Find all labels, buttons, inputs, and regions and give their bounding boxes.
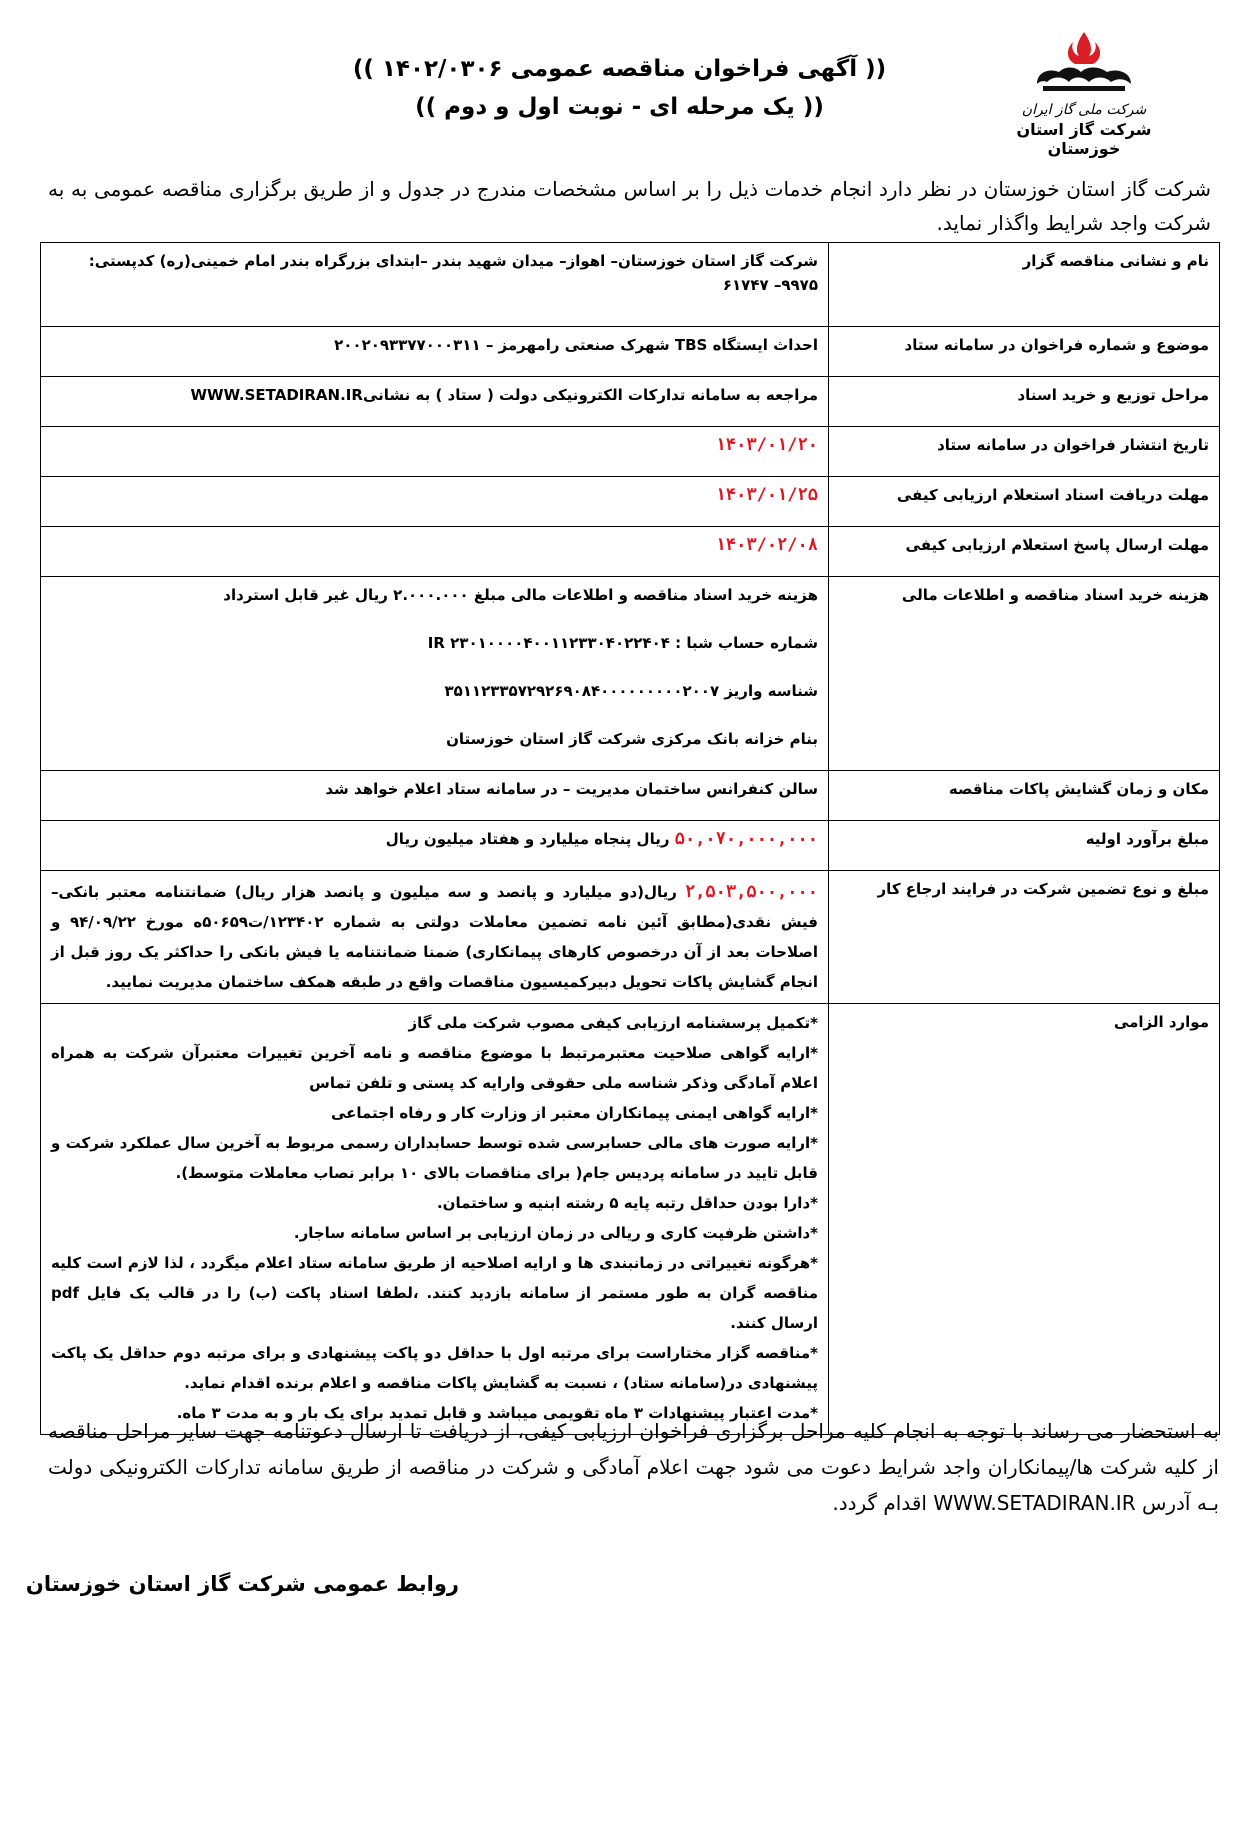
gas-flame-logo-icon [1029,28,1139,100]
requirement-item: *ارایه گواهی صلاحیت معتبرمرتبط با موضوع مناقصه و نامه آخرین تغییرات معتبرآن شرکت به همراه اعلام آمادگی وذکر شناسه ملی حقوقی وارایه کد پستی و تلفن تماس [51,1044,818,1092]
signature: روابط عمومی شرکت گاز استان خوزستان [25,1572,459,1596]
row-value-organizer: شرکت گاز استان خوزستان– اهواز– میدان شهید بندر –ابتدای بزرگراه بندر امام خمینی(ره) کدپستی: ۹۹۷۵– ۶۱۷۴۷ [41,243,829,327]
requirement-item: *مناقصه گزار مختاراست برای مرتبه اول با حداقل دو پاکت پیشنهادی و برای مرتبه دوم حداقل یک پاکت پیشنهادی در(سامانه ستاد) ، نسبت به گشایش پاکات مناقصه و اعلام برنده اقدام نماید. [51,1344,818,1392]
table-row [41,821,1220,871]
row-value-requirements [41,1004,829,1435]
requirement-item: *هرگونه تغییراتی در زمانبندی ها و ارایه اصلاحیه از طریق سامانه ستاد اعلام میگردد ، لذا لازم است کلیه مناقصه گران به طور مستمر از سامانه بازدید کنند. ،لطفا اسناد پاکت (ب) را در قالب یک فایل pdf ارسال کنند. [51,1254,818,1332]
row-label-publish-date: تاریخ انتشار فراخوان در سامانه ستاد [829,427,1220,477]
row-label-subject: موضوع و شماره فراخوان در سامانه ستاد [829,327,1220,377]
deposit-id: شناسه واریز ۳۵۱۱۲۳۳۵۷۲۹۲۶۹۰۸۴۰۰۰۰۰۰۰۰۰۲۰۰۷ [444,682,818,700]
estimate-amount: ۵۰,۰۷۰,۰۰۰,۰۰۰ [674,829,818,849]
table-row [41,771,1220,821]
row-label-organizer: نام و نشانی مناقصه گزار [829,243,1220,327]
requirement-item: *مدت اعتبار پیشنهادات ۳ ماه تقویمی میباشد و قابل تمدید برای یک بار و به مدت ۳ ماه. [176,1404,818,1422]
send-deadline-value: ۱۴۰۳/۰۲/۰۸ [715,535,818,555]
tender-details-table [40,242,1220,1435]
row-label-cost: هزینه خرید اسناد مناقصه و اطلاعات مالی [829,577,1220,771]
row-value-subject: احداث ایستگاه TBS شهرک صنعتی رامهرمز – ۲۰۰۲۰۹۳۳۷۷۰۰۰۳۱۱ [41,327,829,377]
requirement-item: *ارایه گواهی ایمنی پیمانکاران معتبر از وزارت کار و رفاه اجتماعی [330,1104,818,1122]
table-row [41,577,1220,771]
account-holder: بنام خزانه بانک مرکزی شرکت گاز استان خوزستان [446,730,818,748]
requirement-item: *دارا بودن حداقل رتبه پایه ۵ رشته ابنیه و ساختمان. [436,1194,818,1212]
receive-deadline-value: ۱۴۰۳/۰۱/۲۵ [715,485,818,505]
intro-paragraph: شرکت گاز استان خوزستان در نظر دارد انجام خدمات ذیل را بر اساس مشخصات مندرج در جدول و از طریق برگزاری مناقصه عمومی به به شرکت واجد شرایط واگذار نماید. [48,177,1211,235]
table-row [41,477,1220,527]
guarantee-amount: ۲,۵۰۳,۵۰۰,۰۰۰ [684,882,818,902]
table-row [41,427,1220,477]
row-label-send-deadline: مهلت ارسال پاسخ استعلام ارزیابی کیفی [829,527,1220,577]
row-label-opening: مکان و زمان گشایش پاکات مناقصه [829,771,1220,821]
row-label-guarantee: مبلغ و نوع تضمین شرکت در فرایند ارجاع کار [829,871,1220,1004]
row-value-distribution: مراجعه به سامانه تدارکات الکترونیکی دولت ( ستاد ) به نشانیWWW.SETADIRAN.IR [41,377,829,427]
company-logo [989,28,1179,158]
closing-paragraph: به استحضار می رساند با توجه به انجام کلیه مراحل برگزاری فراخوان ارزیابی کیفی، از دریافت تا ارسال دعوتنامه جهت سایر مراحل مناقصه از کلیه شرکت ها/پیمانکاران واجد شرایط دعوت می شود جهت اعلام آمادگی و شرکت در مناقصه از طریق سامانه تدارکات الکترونیکی دولت بـه آدرس WWW.SETADIRAN.IR اقدام گردد. [48,1419,1219,1515]
estimate-text: ریال پنجاه میلیارد و هفتاد میلیون ریال [385,830,675,848]
row-value-guarantee [41,871,829,1004]
sheba-account-number: شماره حساب شبا : IR ۲۳۰۱۰۰۰۰۴۰۰۱۱۲۳۳۰۴۰۲۲۴۰۴ [427,634,818,652]
row-label-distribution: مراحل توزیع و خرید اسناد [829,377,1220,427]
row-label-estimate: مبلغ برآورد اولیه [829,821,1220,871]
announcement-title [280,50,959,126]
title-line-2: (( یک مرحله ای - نوبت اول و دوم )) [415,94,824,120]
table-row [41,871,1220,1004]
requirement-item: *تکمیل پرسشنامه ارزیابی کیفی مصوب شرکت ملی گاز [408,1014,818,1032]
requirement-item: *داشتن ظرفیت کاری و ریالی در زمان ارزیابی بر اساس سامانه ساجار. [293,1224,818,1242]
row-label-requirements: موارد الزامی [829,1004,1220,1435]
row-value-cost [41,577,829,771]
row-value-estimate [41,821,829,871]
table-row [41,327,1220,377]
table-row [41,1004,1220,1435]
publish-date-value: ۱۴۰۳/۰۱/۲۰ [715,435,818,455]
logo-company-name: شرکت گاز استان خوزستان [1016,120,1152,158]
table-row [41,243,1220,327]
requirement-item: *ارایه صورت های مالی حسابرسی شده توسط حسابداران رسمی مربوط به آخرین سال عملکرد شرکت و قابل تایید در سامانه پردیس جام( برای مناقصات بالای ۱۰ برابر نصاب معاملات متوسط). [51,1134,818,1182]
table-row [41,527,1220,577]
row-label-receive-deadline: مهلت دریافت اسناد استعلام ارزیابی کیفی [829,477,1220,527]
cost-line: هزینه خرید اسناد مناقصه و اطلاعات مالی مبلغ ۲.۰۰۰.۰۰۰ ریال غیر قابل استرداد [223,586,818,604]
title-line-1: (( آگهی فراخوان مناقصه عمومی ۱۴۰۲/۰۳۰۶ )) [352,56,887,82]
row-value-opening: سالن کنفرانس ساختمان مدیریت – در سامانه ستاد اعلام خواهد شد [41,771,829,821]
table-row [41,377,1220,427]
guarantee-text: ریال(دو میلیارد و پانصد و سه میلیون و پانصد هزار ریال) ضمانتنامه معتبر بانکی– فیش نقدی(مطابق آئین نامه تضمین معاملات دولتی به شماره ۱۲۳۴۰۲/ت۵۰۶۵۹ه مورخ ۹۴/۰۹/۲۲ و اصلاحات بعد از آن درخصوص کارهای پیمانکاری) ضمنا ضمانتنامه یا فیش بانکی را حداکثر یک روز قبل از انجام گشایش پاکات تحویل دبیرکمیسیون مناقصات واقع در طبقه همکف ساختمان مدیریت نمایید. [51,883,818,991]
logo-script-text: شرکت ملی گاز ایران [1021,102,1147,118]
